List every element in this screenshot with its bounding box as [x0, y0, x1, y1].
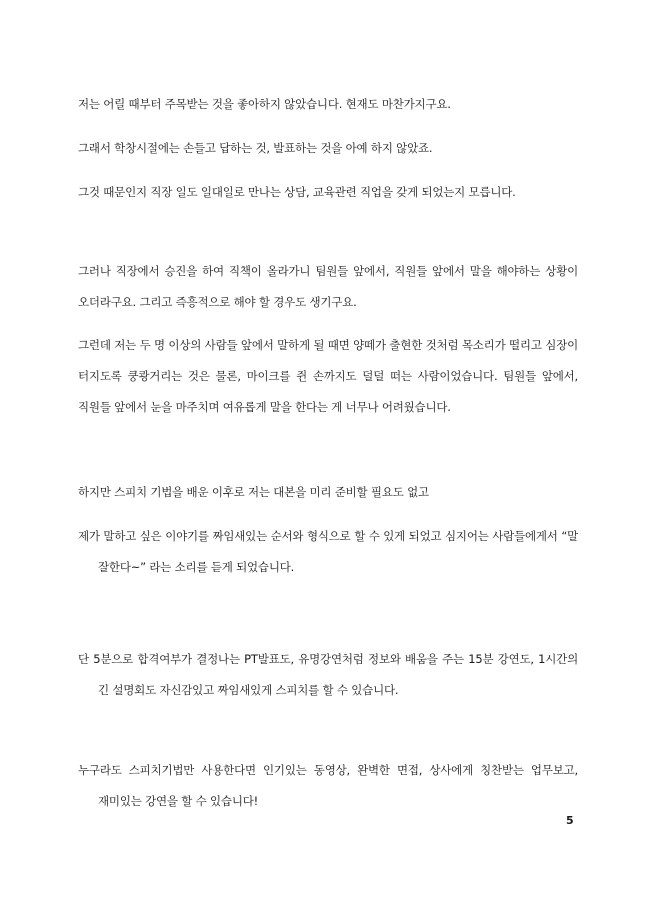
paragraph-4: 그러나 직장에서 승진을 하여 직책이 올라가니 팀원들 앞에서, 직원들 앞에서 말을 해야하는 상황이 오더라구요. 그리고 즉흥적으로 해야 할 경우도 생기구요. — [78, 264, 578, 309]
paragraph-7: 제가 말하고 싶은 이야기를 짜임새있는 순서와 형식으로 할 수 있게 되었고 심지어는 사람들에게서 “말 잘한다~” 라는 소리를 듣게 되었습니다. — [78, 529, 578, 574]
paragraph-8: 단 5분으로 합격여부가 결정나는 PT발표도, 유명강연처럼 정보와 배움을 주는 15분 강연도, 1시간의 긴 설명회도 자신감있고 짜임새있게 스피치를 할 수 있습니다. — [78, 652, 578, 697]
page-number: 5 — [566, 814, 574, 827]
paragraph-9: 누구라도 스피치기법만 사용한다면 인기있는 동영상, 완벽한 면접, 상사에게 칭찬받는 업무보고, 재미있는 강연을 할 수 있습니다! — [78, 763, 578, 808]
paragraph-6: 하지만 스피치 기법을 배운 이후로 저는 대본을 미리 준비할 필요도 없고 — [78, 485, 429, 499]
paragraph-5: 그런데 저는 두 명 이상의 사람들 앞에서 말하게 될 때면 양떼가 출현한 것처럼 목소리가 떨리고 심장이 터지도록 쿵쾅거리는 것은 물론, 마이크를 쥔 손까지도 덜덜 떠는 사람이었습니다. 팀원들 앞에서, 직원들 앞에서 눈을 마주치며 여유롭게 말을 한다는 게 너무나 어려웠습니다. — [78, 338, 578, 414]
paragraph-1: 저는 어릴 때부터 주목받는 것을 좋아하지 않았습니다. 현재도 마찬가지구요. — [78, 97, 451, 111]
paragraph-2: 그래서 학창시절에는 손들고 답하는 것, 발표하는 것을 아예 하지 않았죠. — [78, 141, 433, 155]
paragraph-3: 그것 때문인지 직장 일도 일대일로 만나는 상담, 교육관련 직업을 갖게 되었는지 모릅니다. — [78, 185, 516, 199]
